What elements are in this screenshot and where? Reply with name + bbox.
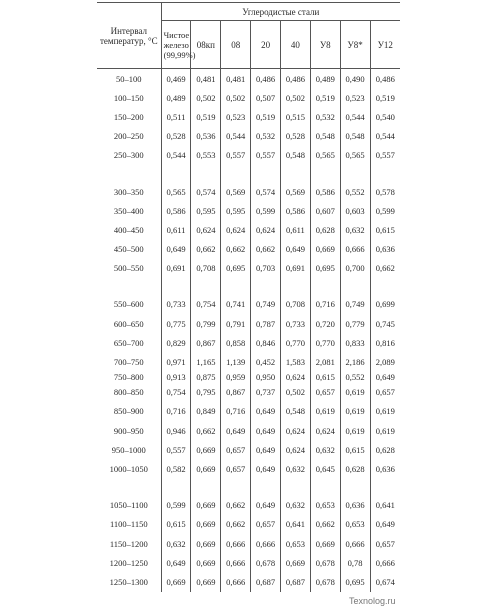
- value-cell: 0,502: [221, 88, 251, 107]
- value-cell: 2,081: [310, 352, 340, 371]
- value-cell: 0,624: [191, 220, 221, 239]
- value-cell: 0,669: [191, 553, 221, 572]
- value-cell: 0,662: [310, 515, 340, 534]
- value-cell: 0,502: [191, 88, 221, 107]
- column-header-4: 40: [280, 21, 310, 69]
- value-cell: 0,649: [251, 402, 281, 421]
- value-cell: 0,653: [280, 534, 310, 553]
- column-header-1: 08кп: [191, 21, 221, 69]
- value-cell: 0,607: [310, 201, 340, 220]
- value-cell: 2,089: [370, 352, 400, 371]
- row-gap: [97, 278, 400, 295]
- value-cell: 0,913: [166, 372, 186, 383]
- value-cell: 0,678: [310, 572, 340, 591]
- temperature-range-cell: 1250–1300: [97, 572, 161, 591]
- table-row: [97, 352, 400, 371]
- table-header: [97, 3, 400, 69]
- value-cell: 0,619: [340, 402, 370, 421]
- value-cell: 0,799: [191, 314, 221, 333]
- value-cell: 0,657: [370, 383, 400, 402]
- value-cell: 0,532: [251, 127, 281, 146]
- value-cell: 0,615: [370, 220, 400, 239]
- value-cell: 0,649: [251, 440, 281, 459]
- value-cell: 0,745: [370, 314, 400, 333]
- gap-cell: [340, 165, 370, 182]
- table-row: [97, 182, 400, 201]
- value-cell: 0,553: [191, 146, 221, 165]
- value-cell: 0,666: [221, 572, 251, 591]
- value-cell: 0,632: [280, 496, 310, 515]
- gap-cell: [251, 278, 281, 295]
- value-cell: 0,481: [221, 69, 251, 89]
- value-cell: 0,657: [221, 459, 251, 478]
- value-cell: 0,486: [280, 69, 310, 89]
- value-cell: 2,186: [340, 352, 370, 371]
- row-gap: [97, 165, 400, 182]
- value-cell: 0,770: [280, 333, 310, 352]
- value-cell: 0,489: [310, 69, 340, 89]
- value-cell: 0,666: [370, 553, 400, 572]
- table-row: [97, 314, 400, 333]
- gap-cell: [191, 479, 221, 496]
- table-row: [97, 421, 400, 440]
- value-cell: 0,632: [280, 459, 310, 478]
- value-cell: 0,519: [310, 88, 340, 107]
- value-cell: 0,578: [370, 182, 400, 201]
- gap-cell: [221, 278, 251, 295]
- value-cell: 0,846: [251, 333, 281, 352]
- gap-cell: [97, 479, 161, 496]
- value-cell: 0,599: [370, 201, 400, 220]
- table-row: [97, 553, 400, 572]
- value-cell: 0,557: [251, 146, 281, 165]
- table-row: [97, 201, 400, 220]
- value-cell: 0,548: [310, 127, 340, 146]
- value-cell: 0,754: [191, 295, 221, 314]
- value-cell: 0,624: [280, 440, 310, 459]
- value-cell: 0,946: [166, 425, 186, 436]
- table-row: [97, 127, 400, 146]
- value-cell: 0,708: [191, 259, 221, 278]
- gap-cell: [161, 278, 191, 295]
- value-cell: 0,691: [166, 263, 186, 274]
- value-cell: 0,586: [310, 182, 340, 201]
- gap-cell: [251, 479, 281, 496]
- temperature-range-cell: 1050–1100: [97, 496, 161, 515]
- value-cell: 0,624: [221, 220, 251, 239]
- heat-capacity-table-wrap: [97, 2, 400, 592]
- value-cell: 0,662: [221, 496, 251, 515]
- temperature-range-cell: 1150–1200: [97, 534, 161, 553]
- value-cell: 0,669: [166, 576, 186, 587]
- value-cell: 0,552: [340, 372, 370, 383]
- value-cell: 0,574: [191, 182, 221, 201]
- value-cell: 0,540: [370, 107, 400, 126]
- table-row: [97, 496, 400, 515]
- value-cell: 0,532: [310, 107, 340, 126]
- value-cell: 0,669: [310, 240, 340, 259]
- table-row: [97, 402, 400, 421]
- temperature-range-cell: 250–300: [97, 146, 161, 165]
- column-header-7: У12: [370, 21, 400, 69]
- gap-cell: [310, 278, 340, 295]
- gap-cell: [370, 165, 400, 182]
- value-cell: 0,669: [191, 534, 221, 553]
- temperature-range-cell: 50–100: [97, 69, 161, 89]
- value-cell: 0,867: [191, 333, 221, 352]
- column-header-3: 20: [251, 21, 281, 69]
- value-cell: 0,528: [166, 131, 186, 142]
- gap-cell: [310, 165, 340, 182]
- gap-cell: [340, 479, 370, 496]
- value-cell: 0,490: [340, 69, 370, 89]
- value-cell: 0,628: [310, 220, 340, 239]
- value-cell: 0,481: [191, 69, 221, 89]
- value-cell: 0,649: [251, 421, 281, 440]
- value-cell: 0,507: [251, 88, 281, 107]
- gap-cell: [221, 165, 251, 182]
- value-cell: 0,565: [166, 186, 186, 197]
- value-cell: 0,595: [221, 201, 251, 220]
- table-row: [97, 220, 400, 239]
- value-cell: 0,649: [251, 459, 281, 478]
- value-cell: 0,666: [340, 534, 370, 553]
- value-cell: 0,632: [340, 220, 370, 239]
- gap-cell: [191, 278, 221, 295]
- temperature-range-cell: 100–150: [97, 88, 161, 107]
- value-cell: 0,657: [251, 515, 281, 534]
- value-cell: 0,657: [310, 383, 340, 402]
- value-cell: 0,544: [221, 127, 251, 146]
- table-row: [97, 333, 400, 352]
- value-cell: 0,662: [370, 259, 400, 278]
- gap-cell: [161, 479, 191, 496]
- value-cell: 0,586: [166, 205, 186, 216]
- value-cell: 0,641: [280, 515, 310, 534]
- temperature-range-cell: 600–650: [97, 314, 161, 333]
- value-cell: 0,875: [191, 372, 221, 383]
- value-cell: 0,611: [280, 220, 310, 239]
- gap-cell: [280, 278, 310, 295]
- value-cell: 0,669: [191, 440, 221, 459]
- value-cell: 0,669: [280, 553, 310, 572]
- value-cell: 0,486: [251, 69, 281, 89]
- value-cell: 0,959: [221, 372, 251, 383]
- column-header-5: У8: [310, 21, 340, 69]
- value-cell: 0,716: [221, 402, 251, 421]
- value-cell: 0,662: [221, 515, 251, 534]
- value-cell: 0,867: [221, 383, 251, 402]
- temperature-range-cell: 550–600: [97, 295, 161, 314]
- temperature-range-cell: 950–1000: [97, 440, 161, 459]
- value-cell: 0,669: [191, 515, 221, 534]
- table-row: [97, 259, 400, 278]
- value-cell: 0,615: [340, 440, 370, 459]
- table-row: [97, 295, 400, 314]
- temperature-range-cell: 400–450: [97, 220, 161, 239]
- value-cell: 0,653: [340, 515, 370, 534]
- table-row: [97, 440, 400, 459]
- table-row: [97, 88, 400, 107]
- value-cell: 0,662: [221, 240, 251, 259]
- value-cell: 0,548: [280, 146, 310, 165]
- value-cell: 0,502: [280, 88, 310, 107]
- gap-cell: [280, 165, 310, 182]
- temperature-range-cell: 1100–1150: [97, 515, 161, 534]
- value-cell: 0,552: [340, 182, 370, 201]
- value-cell: 0,632: [310, 440, 340, 459]
- value-cell: 0,749: [340, 295, 370, 314]
- table-row: [97, 69, 400, 89]
- value-cell: 0,691: [280, 259, 310, 278]
- value-cell: 0,669: [191, 496, 221, 515]
- value-cell: 0,749: [251, 295, 281, 314]
- value-cell: 1,139: [221, 352, 251, 371]
- gap-cell: [251, 165, 281, 182]
- value-cell: 0,511: [166, 111, 186, 122]
- table-row: [97, 383, 400, 402]
- value-cell: 0,649: [251, 496, 281, 515]
- column-header-6: У8*: [340, 21, 370, 69]
- value-cell: 1,165: [191, 352, 221, 371]
- value-cell: 0,795: [191, 383, 221, 402]
- temperature-range-cell: 650–700: [97, 333, 161, 352]
- value-cell: 0,754: [166, 387, 186, 398]
- value-cell: 0,737: [251, 383, 281, 402]
- value-cell: 0,523: [340, 88, 370, 107]
- value-cell: 0,528: [280, 127, 310, 146]
- value-cell: 0,733: [280, 314, 310, 333]
- table-row: [97, 459, 400, 478]
- value-cell: 0,779: [340, 314, 370, 333]
- value-cell: 0,703: [251, 259, 281, 278]
- value-cell: 0,582: [166, 463, 186, 474]
- value-cell: 0,787: [251, 314, 281, 333]
- value-cell: 0,574: [251, 182, 281, 201]
- value-cell: 0,666: [221, 534, 251, 553]
- value-cell: 0,544: [340, 107, 370, 126]
- value-cell: 0,628: [370, 440, 400, 459]
- value-cell: 0,687: [251, 572, 281, 591]
- value-cell: 0,628: [340, 459, 370, 478]
- value-cell: 0,733: [166, 299, 186, 310]
- interval-header: Интервал температур, °С: [97, 3, 161, 69]
- gap-cell: [161, 165, 191, 182]
- value-cell: 0,829: [166, 337, 186, 348]
- value-cell: 0,662: [191, 240, 221, 259]
- table-row: [97, 515, 400, 534]
- value-cell: 0,636: [370, 459, 400, 478]
- value-cell: 0,557: [166, 444, 186, 455]
- gap-cell: [280, 479, 310, 496]
- value-cell: 0,519: [370, 88, 400, 107]
- value-cell: 0,586: [280, 201, 310, 220]
- value-cell: 0,548: [340, 127, 370, 146]
- value-cell: 0,662: [251, 240, 281, 259]
- table-row: [97, 572, 400, 591]
- value-cell: 0,619: [370, 421, 400, 440]
- value-cell: 0,624: [310, 421, 340, 440]
- value-cell: 0,544: [370, 127, 400, 146]
- gap-cell: [97, 165, 161, 182]
- value-cell: 0,569: [221, 182, 251, 201]
- gap-cell: [340, 278, 370, 295]
- value-cell: 0,469: [166, 73, 186, 84]
- value-cell: 0,716: [310, 295, 340, 314]
- value-cell: 0,971: [166, 357, 186, 368]
- value-cell: 0,657: [221, 440, 251, 459]
- value-cell: 0,662: [191, 421, 221, 440]
- column-header-2: 08: [221, 21, 251, 69]
- value-cell: 0,544: [166, 150, 186, 161]
- table-row: [97, 372, 400, 383]
- value-cell: 0,720: [310, 314, 340, 333]
- value-cell: 0,649: [221, 421, 251, 440]
- value-cell: 0,849: [191, 402, 221, 421]
- table-row: [97, 534, 400, 553]
- temperature-range-cell: 450–500: [97, 240, 161, 259]
- value-cell: 0,669: [191, 459, 221, 478]
- value-cell: 0,700: [340, 259, 370, 278]
- value-cell: 0,695: [340, 572, 370, 591]
- value-cell: 0,669: [191, 572, 221, 591]
- table-row: [97, 146, 400, 165]
- value-cell: 0,649: [280, 240, 310, 259]
- value-cell: 0,791: [221, 314, 251, 333]
- value-cell: 0,632: [166, 538, 186, 549]
- temperature-range-cell: 1000–1050: [97, 459, 161, 478]
- value-cell: 0,858: [221, 333, 251, 352]
- value-cell: 0,666: [340, 240, 370, 259]
- value-cell: 0,666: [251, 534, 281, 553]
- gap-cell: [191, 165, 221, 182]
- value-cell: 0,649: [370, 372, 400, 383]
- value-cell: 0,565: [310, 146, 340, 165]
- value-cell: 0,649: [370, 515, 400, 534]
- value-cell: 0,599: [251, 201, 281, 220]
- value-cell: 0,619: [340, 421, 370, 440]
- value-cell: 0,641: [370, 496, 400, 515]
- table-row: [97, 240, 400, 259]
- value-cell: 0,557: [221, 146, 251, 165]
- value-cell: 0,695: [221, 259, 251, 278]
- value-cell: 0,502: [280, 383, 310, 402]
- temperature-range-cell: 900–950: [97, 421, 161, 440]
- value-cell: 0,741: [221, 295, 251, 314]
- value-cell: 0,595: [191, 201, 221, 220]
- gap-cell: [370, 278, 400, 295]
- value-cell: 0,603: [340, 201, 370, 220]
- value-cell: 0,649: [166, 244, 186, 255]
- temperature-range-cell: 700–750: [97, 352, 161, 371]
- row-gap: [97, 479, 400, 496]
- value-cell: 0,636: [340, 496, 370, 515]
- value-cell: 0,615: [310, 372, 340, 383]
- table-row: [97, 107, 400, 126]
- value-cell: 0,770: [310, 333, 340, 352]
- value-cell: 0,666: [221, 553, 251, 572]
- value-cell: 0,653: [310, 496, 340, 515]
- value-cell: 0,565: [340, 146, 370, 165]
- temperature-range-cell: 800–850: [97, 383, 161, 402]
- temperature-range-cell: 850–900: [97, 402, 161, 421]
- value-cell: 0,636: [370, 240, 400, 259]
- gap-cell: [370, 479, 400, 496]
- value-cell: 0,486: [370, 69, 400, 89]
- value-cell: 0,645: [310, 459, 340, 478]
- value-cell: 0,619: [310, 402, 340, 421]
- temperature-range-cell: 1200–1250: [97, 553, 161, 572]
- value-cell: 0,611: [166, 224, 186, 235]
- value-cell: 0,678: [310, 553, 340, 572]
- value-cell: 0,950: [251, 372, 281, 383]
- gap-cell: [221, 479, 251, 496]
- value-cell: 0,669: [310, 534, 340, 553]
- value-cell: 0,452: [251, 352, 281, 371]
- value-cell: 0,657: [370, 534, 400, 553]
- gap-cell: [310, 479, 340, 496]
- value-cell: 0,816: [370, 333, 400, 352]
- value-cell: 0,619: [340, 383, 370, 402]
- value-cell: 0,624: [280, 421, 310, 440]
- value-cell: 0,695: [310, 259, 340, 278]
- table-body: [97, 69, 400, 592]
- value-cell: 1,583: [280, 352, 310, 371]
- gap-cell: [97, 278, 161, 295]
- value-cell: 0,708: [280, 295, 310, 314]
- value-cell: 0,78: [340, 553, 370, 572]
- value-cell: 0,624: [280, 372, 310, 383]
- value-cell: 0,699: [370, 295, 400, 314]
- value-cell: 0,557: [370, 146, 400, 165]
- value-cell: 0,833: [340, 333, 370, 352]
- value-cell: 0,489: [166, 92, 186, 103]
- value-cell: 0,548: [280, 402, 310, 421]
- column-header-0: Чистое железо (99,99%): [161, 21, 191, 69]
- value-cell: 0,515: [280, 107, 310, 126]
- value-cell: 0,775: [166, 318, 186, 329]
- value-cell: 0,687: [280, 572, 310, 591]
- watermark: Texnolog.ru: [349, 596, 396, 606]
- value-cell: 0,519: [251, 107, 281, 126]
- value-cell: 0,624: [251, 220, 281, 239]
- temperature-range-cell: 300–350: [97, 182, 161, 201]
- temperature-range-cell: 350–400: [97, 201, 161, 220]
- value-cell: 0,678: [251, 553, 281, 572]
- value-cell: 0,523: [221, 107, 251, 126]
- value-cell: 0,615: [166, 519, 186, 530]
- temperature-range-cell: 750–800: [97, 372, 161, 383]
- value-cell: 0,619: [370, 402, 400, 421]
- steel-group-header: Углеродистые стали: [161, 3, 400, 21]
- temperature-range-cell: 500–550: [97, 259, 161, 278]
- value-cell: 0,674: [370, 572, 400, 591]
- value-cell: 0,599: [166, 500, 186, 511]
- heat-capacity-table: [97, 2, 400, 592]
- value-cell: 0,536: [191, 127, 221, 146]
- value-cell: 0,519: [191, 107, 221, 126]
- temperature-range-cell: 150–200: [97, 107, 161, 126]
- value-cell: 0,716: [166, 406, 186, 417]
- value-cell: 0,569: [280, 182, 310, 201]
- temperature-range-cell: 200–250: [97, 127, 161, 146]
- value-cell: 0,649: [166, 557, 186, 568]
